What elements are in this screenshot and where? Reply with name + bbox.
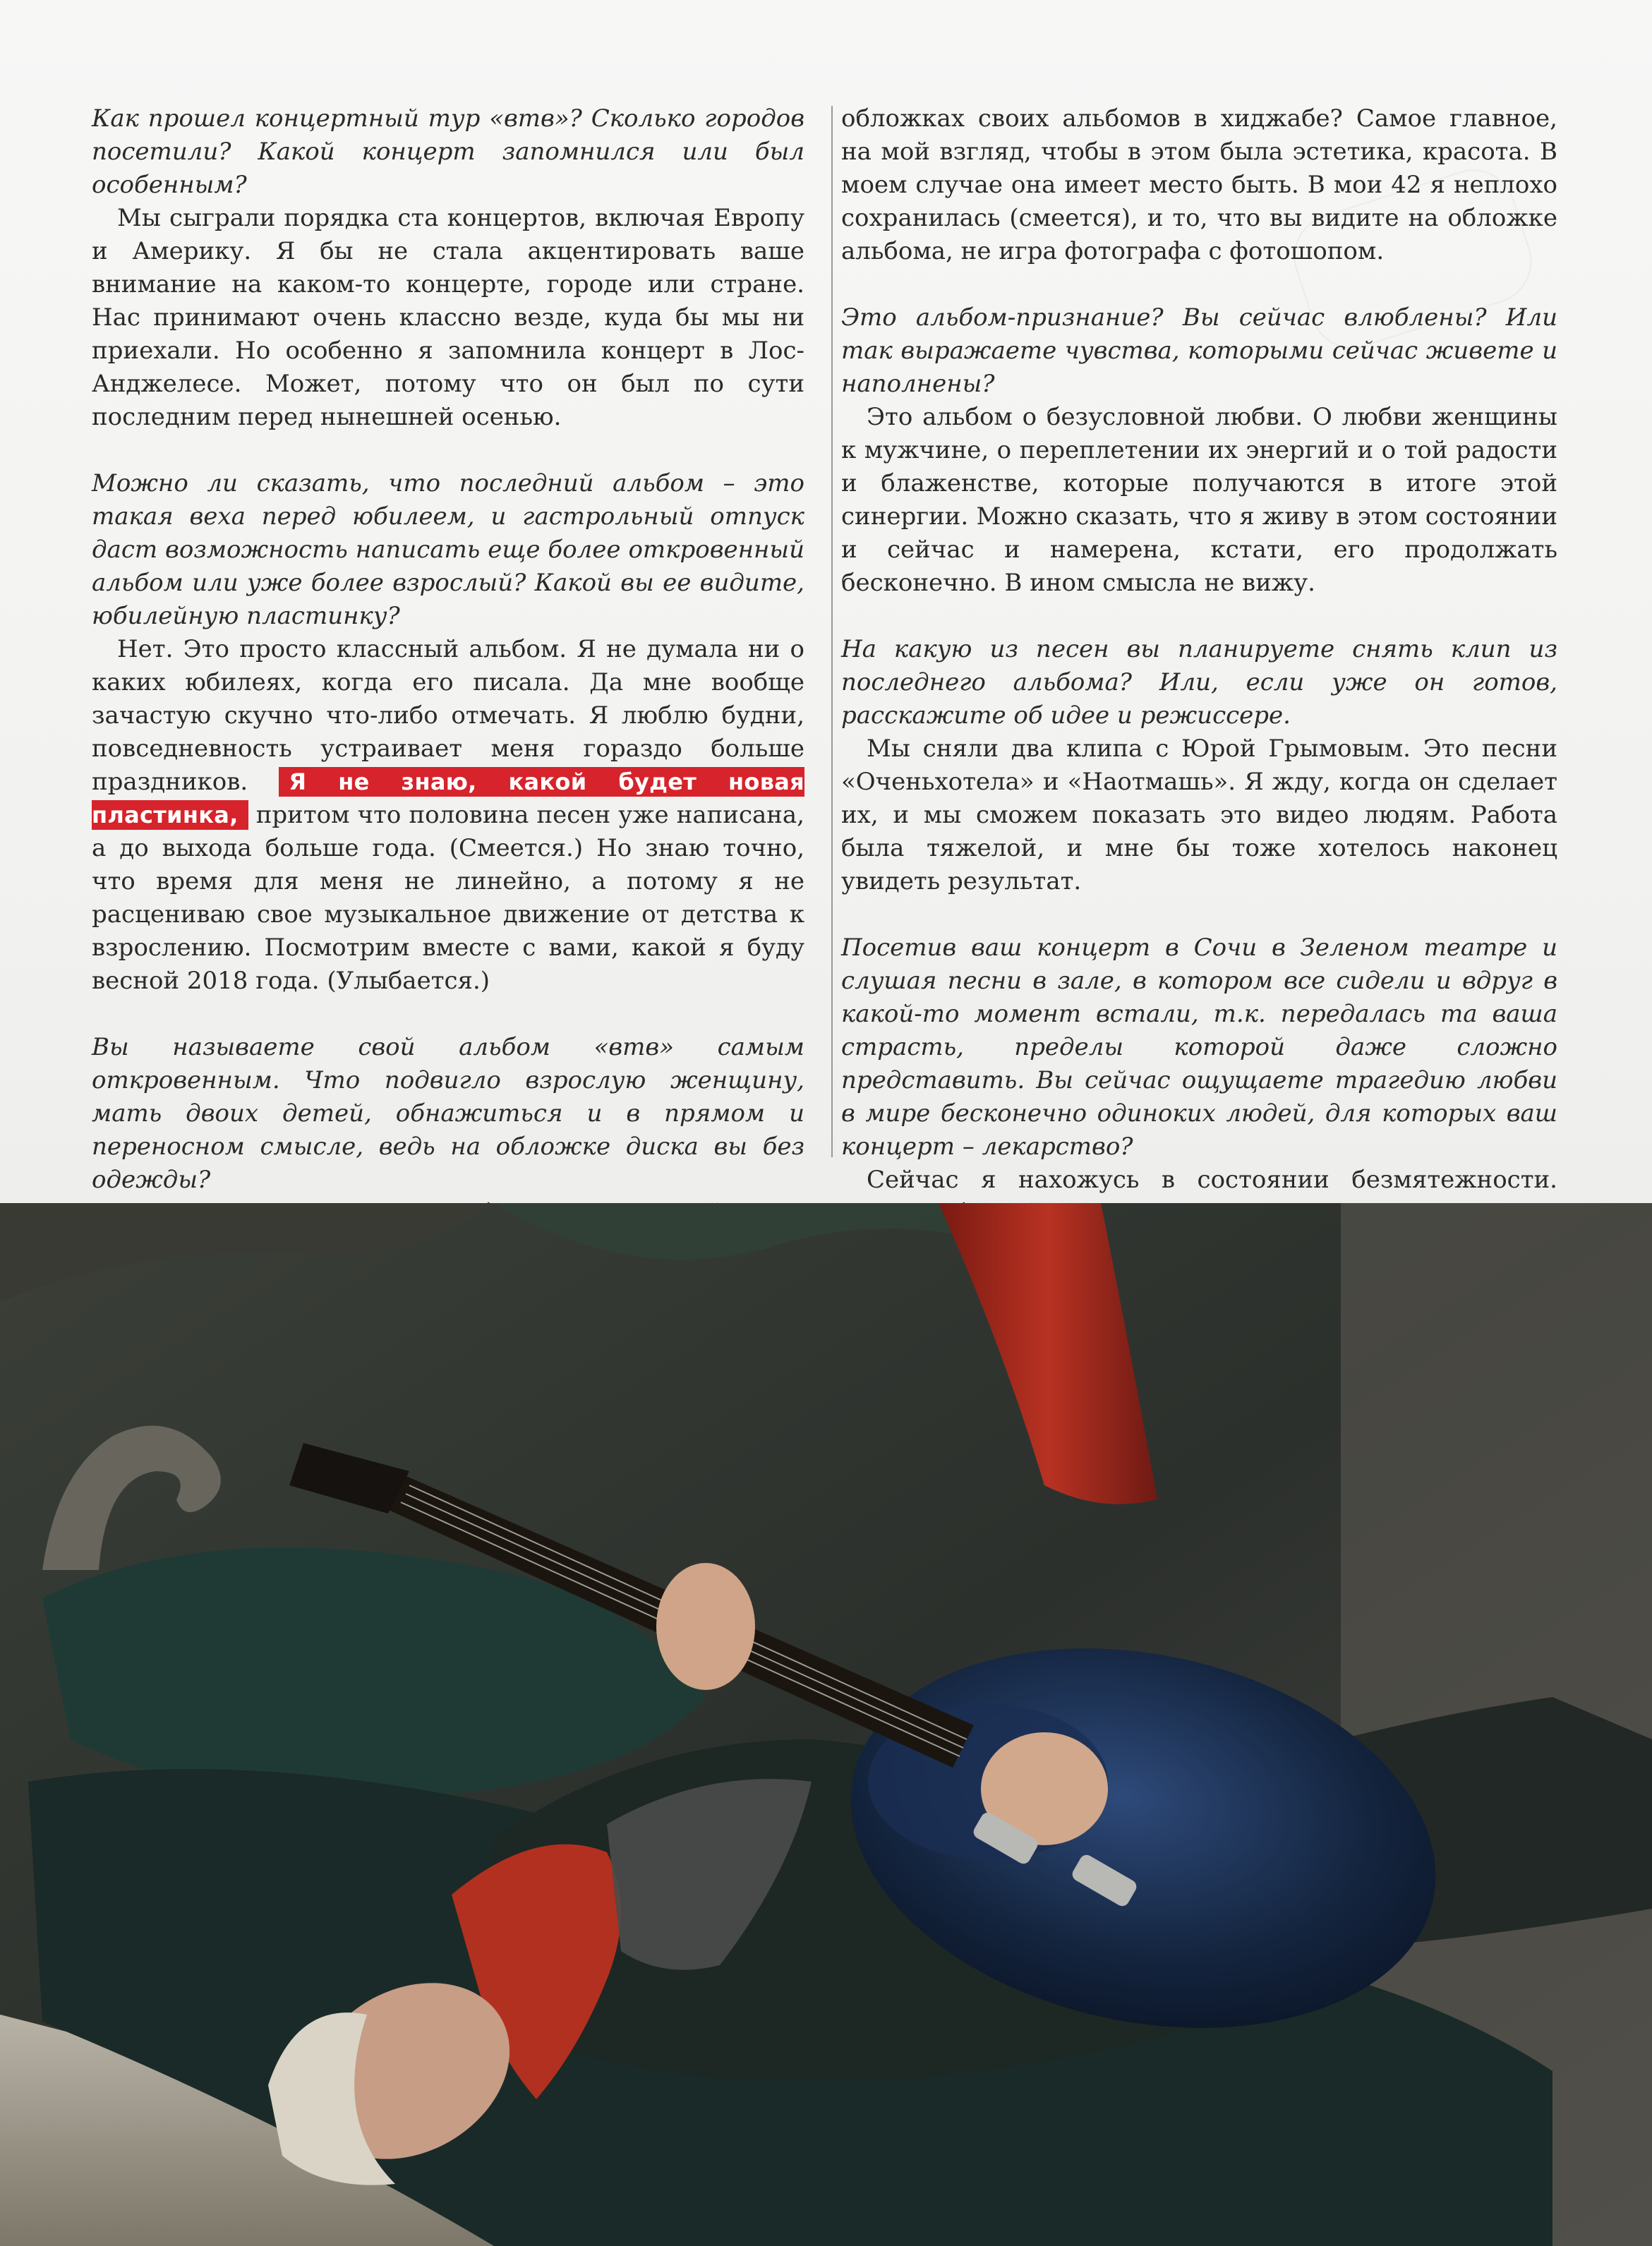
column-divider (831, 106, 833, 1157)
interview-answer: Это альбом о безусловной любви. О любви женщины к мужчине, о переплетении их энергий и о той радости и блаженстве, которые получаются в итоге этой синергии. Можно сказать, что я живу в этом состоянии и сейчас и намерена, кстати, его продолжать бесконечно. В ином смысла не вижу. (841, 403, 1557, 597)
interview-answer: Мы сыграли порядка ста концертов, включая Европу и Америку. Я бы не стала акцентировать ваше внимание на каком-то концерте, городе или стране. Нас принимают очень классно везде, куда бы мы ни приехали. Но особенно я запомнила концерт в Лос-Анджелесе. Может, потому что он был по сути последним перед нынешней осенью. (92, 204, 804, 431)
interview-answer: Сейчас я нахожусь в состоянии безмятежности. (867, 1166, 1557, 1194)
interview-question: Вы называете свой альбом «втв» самым откровенным. Что подвигло взрослую женщину, мать двоих детей, обнажиться и в прямом и переносном смысле, ведь на обложке диска вы без одежды? (92, 1033, 804, 1194)
article-column-right (841, 102, 1557, 1263)
article-column-left (92, 102, 804, 1363)
answer-continuation: обложках своих альбомов в хиджабе? Самое главное, на мой взгляд, чтобы в этом была эстетика, красота. В моем случае она имеет место быть. В мои 42 я неплохо сохранилась (смеется), и то, что вы видите на обложке альбома, не игра фотографа с фотошопом. (841, 104, 1557, 265)
interview-answer-highlighted (92, 633, 804, 998)
guitarist-photo (0, 1203, 1652, 2246)
highlighted-quote: Я не знаю, какой будет новая пластинка, (92, 768, 804, 828)
answer-text-after: притом что половина песен уже написана, а до выхода больше года. (Смеется.) Но знаю точно, что время для меня не линейно, а потому я не расцениваю свое музыкальное движение от детства к взрослению. Посмотрим вместе с вами, какой я буду весной 2018 года. (Улыбается.) (92, 801, 804, 995)
left-hand (656, 1563, 755, 1690)
interview-answer: Мы сняли два клипа с Юрой Грымовым. Это песни «Оченьхотела» и «Наотмашь». Я жду, когда он сделает их, и мы сможем показать это видео людям. Работа была тяжелой, и мне бы тоже хотелось наконец увидеть результат. (841, 735, 1557, 895)
interview-question: На какую из песен вы планируете снять клип из последнего альбома? Или, если уже он готов, расскажите об идее и режиссере. (841, 635, 1557, 730)
answer-text-before: Нет. Это просто классный альбом. Я не думала ни о каких юбилеях, когда его писала. Да мне вообще зачастую скучно что-либо отмечать. Я люблю будни, повседневность устраивает меня гораздо больше праздников. (92, 635, 804, 796)
interview-question: Можно ли сказать, что последний альбом – это такая веха перед юбилеем, и гастрольный отпуск даст возможность написать еще более откровенный альбом или уже более взрослый? Какой вы ее видите, юбилейную пластинку? (92, 469, 804, 630)
interview-question: Как прошел концертный тур «втв»? Сколько городов посетили? Какой концерт запомнился или был особенным? (92, 104, 804, 199)
interview-question: Это альбом-признание? Вы сейчас влюблены? Или так выражаете чувства, которыми сейчас живете и наполнены? (841, 303, 1557, 398)
interview-question: Посетив ваш концерт в Сочи в Зеленом театре и слушая песни в зале, в котором все сидели и вдруг в какой-то момент встали, т.к. передалась та ваша страсть, пределы которой даже сложно представить. Вы сейчас ощущаете трагедию любви в мире бесконечно одиноких людей, для которых ваш концерт – лекарство? (841, 934, 1557, 1161)
